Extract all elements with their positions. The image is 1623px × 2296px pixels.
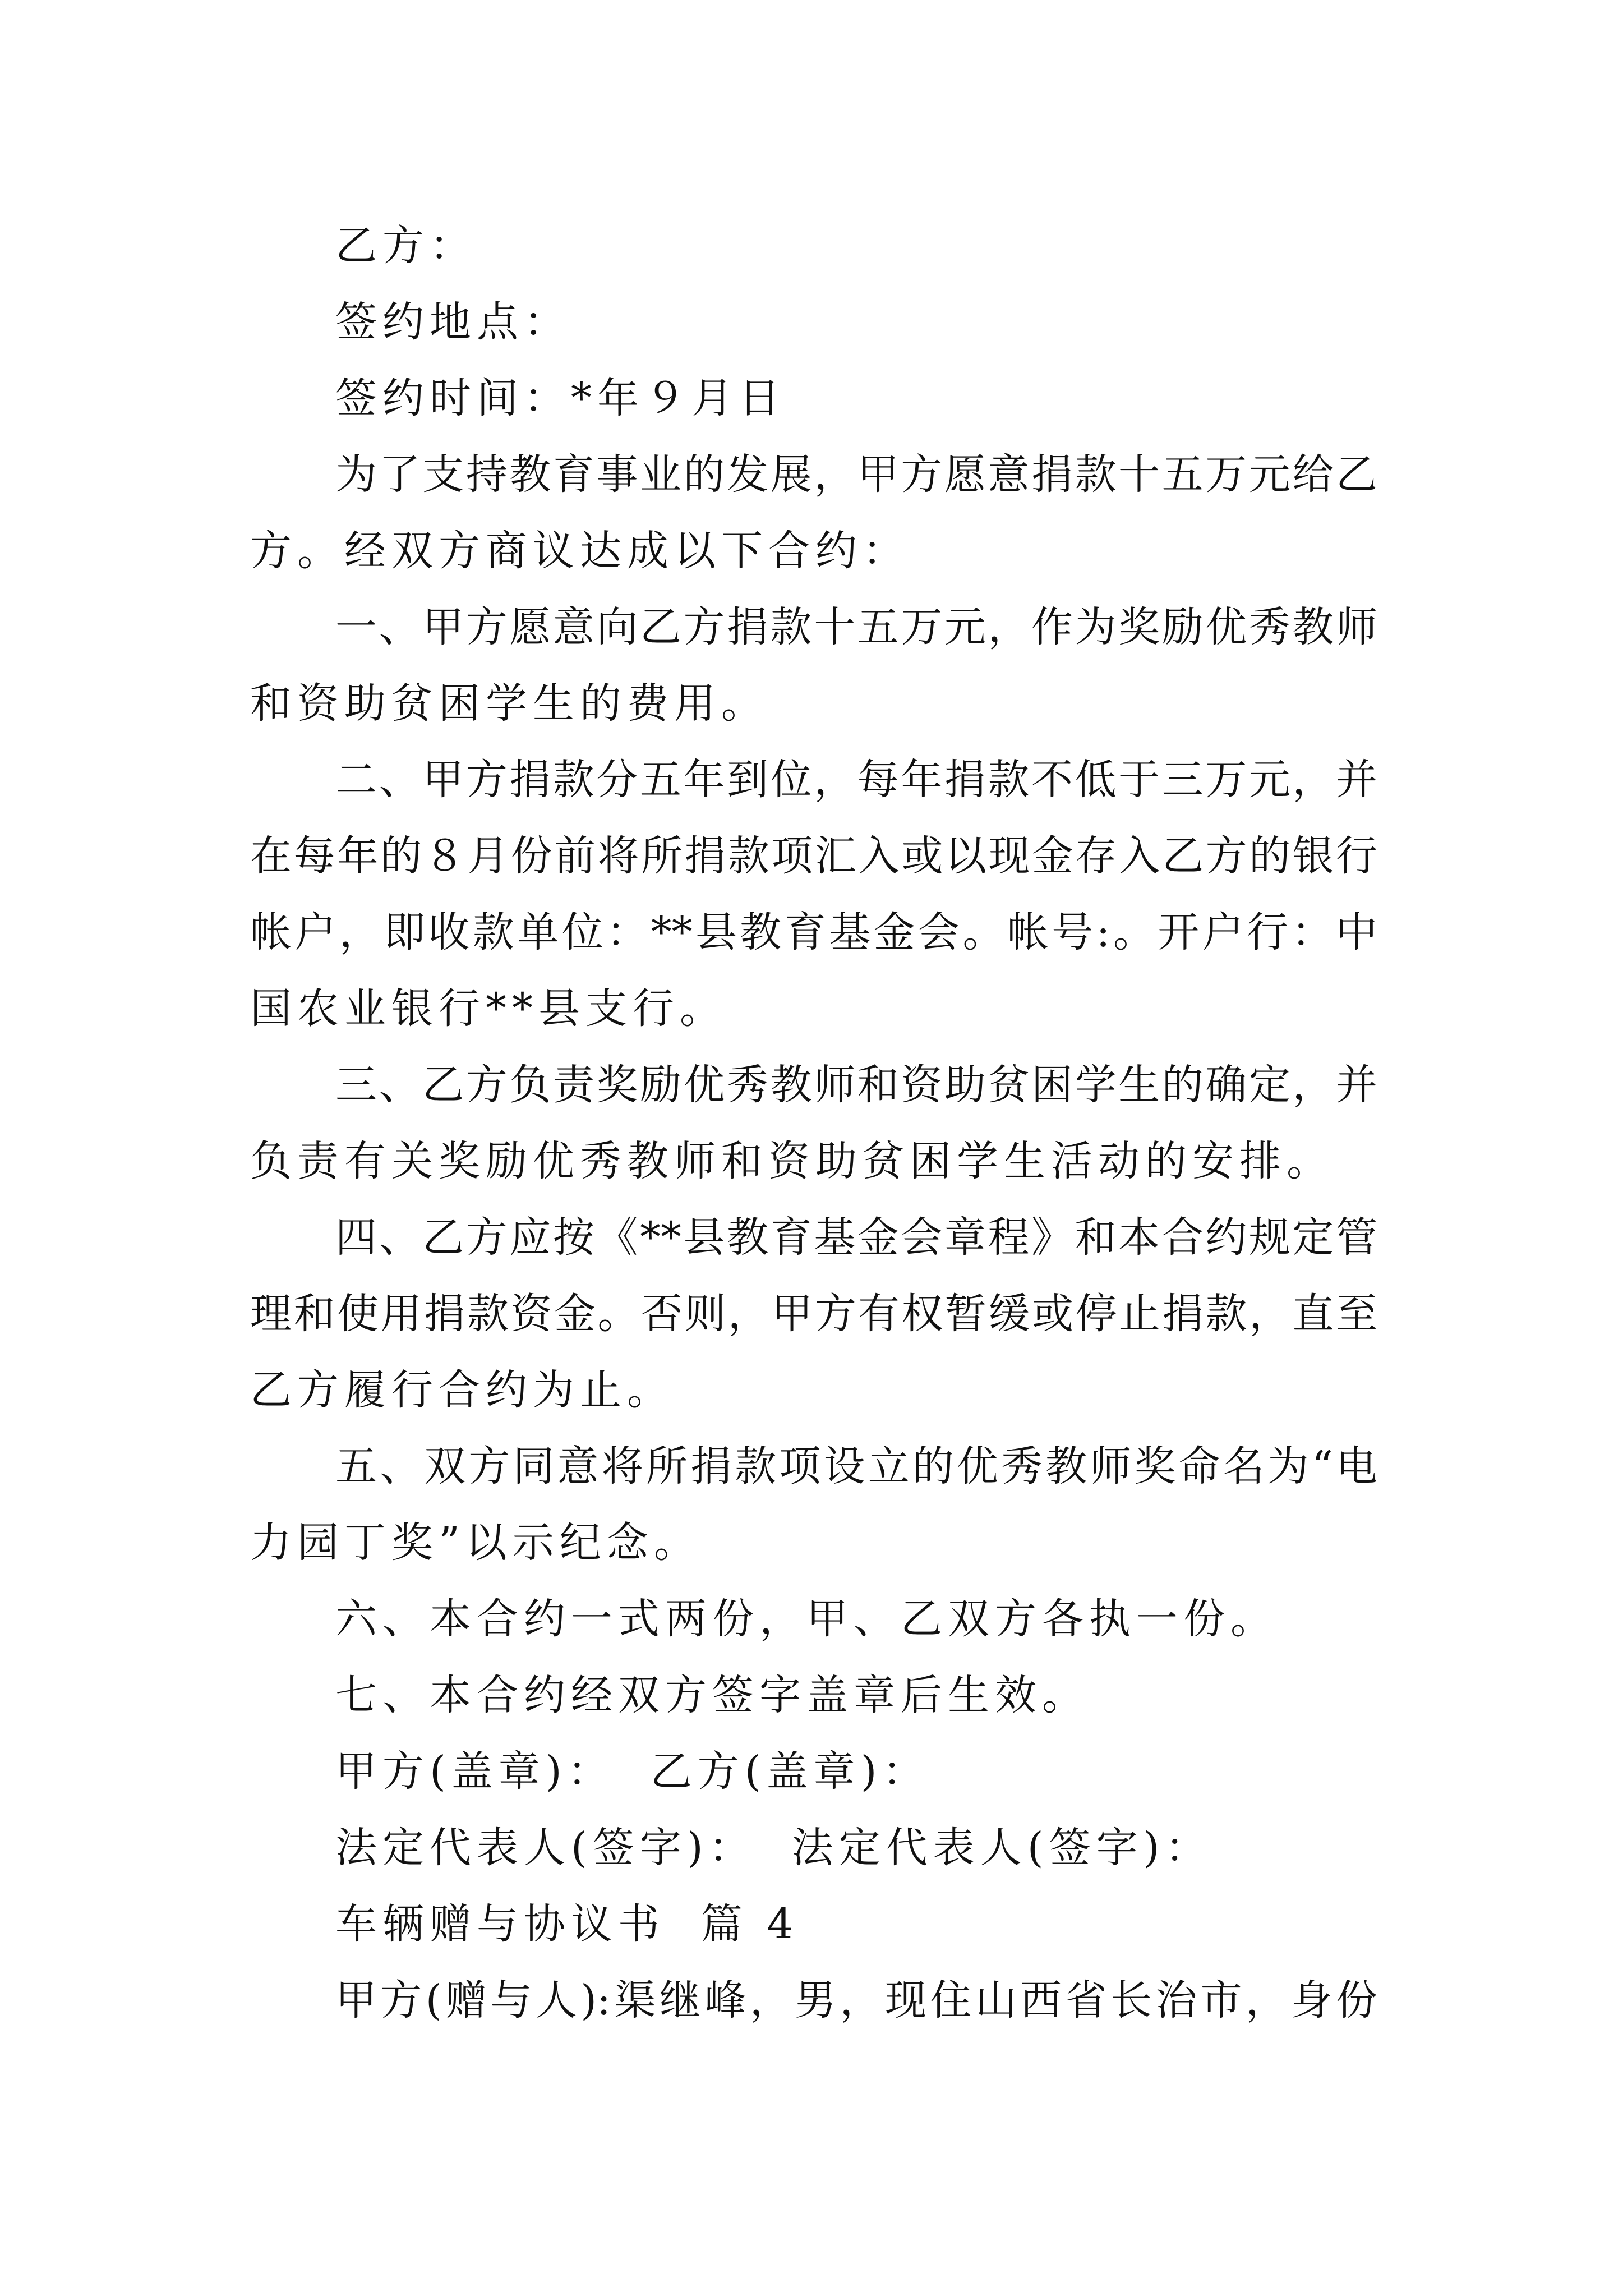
- seal-line: [250, 1733, 1377, 1810]
- clause-1-line-2: 和资助贫困学生的费用。: [250, 679, 768, 728]
- party-b-representative: 法定代表人(签字)：: [791, 1824, 1212, 1872]
- clause-2-line-3: 帐户，即收款单位：**县教育基金会。帐号:。开户行：中: [250, 908, 1377, 956]
- clause-4-line-3: 乙方履行合约为止。: [250, 1366, 674, 1414]
- section-title: [250, 1886, 1377, 1962]
- clause-7-line: 七、本合约经双方签字盖章后生效。: [335, 1671, 1089, 1719]
- section-title-suffix: 篇 4: [701, 1900, 799, 1948]
- representative-line: [250, 1810, 1377, 1886]
- party-b-line: 乙方：: [335, 222, 477, 270]
- donor-line: 甲方(赠与人):渠继峰，男，现住山西省长治市，身份: [335, 1976, 1377, 2024]
- intro-line-2: 方。经双方商议达成以下合约：: [250, 527, 910, 575]
- intro-line-1: 为了支持教育事业的发展，甲方愿意捐款十五万元给乙: [335, 450, 1377, 499]
- document-body: [250, 208, 1377, 2039]
- signing-time-line: 签约时间：*年９月日: [335, 374, 786, 422]
- signing-place-line: 签约地点：: [335, 298, 571, 346]
- clause-4-line-2: 理和使用捐款资金。否则，甲方有权暂缓或停止捐款，直至: [250, 1290, 1377, 1338]
- clause-2-line-2: 在每年的８月份前将所捐款项汇入或以现金存入乙方的银行: [250, 832, 1377, 880]
- clause-3-line-2: 负责有关奖励优秀教师和资助贫困学生活动的安排。: [250, 1137, 1334, 1185]
- clause-6-line: 六、本合约一式两份，甲、乙双方各执一份。: [335, 1595, 1278, 1643]
- party-b-seal: 乙方(盖章)：: [650, 1747, 930, 1796]
- clause-5-line-2: 力园丁奖”以示纪念。: [250, 1519, 701, 1567]
- clause-4-line-1: 四、乙方应按《**县教育基金会章程》和本合约规定管: [335, 1213, 1377, 1262]
- clause-2-line-4: 国农业银行**县支行。: [250, 984, 727, 1033]
- clause-5-line-1: 五、双方同意将所捐款项设立的优秀教师奖命名为“电: [335, 1442, 1377, 1490]
- clause-2-line-1: 二、甲方捐款分五年到位，每年捐款不低于三万元，并: [335, 756, 1377, 804]
- section-title-text: 车辆赠与协议书: [335, 1900, 665, 1948]
- clause-1-line-1: 一、甲方愿意向乙方捐款十五万元，作为奖励优秀教师: [335, 603, 1377, 651]
- party-a-seal: 甲方(盖章)：: [335, 1747, 615, 1796]
- clause-3-line-1: 三、乙方负责奖励优秀教师和资助贫困学生的确定，并: [335, 1061, 1377, 1109]
- party-a-representative: 法定代表人(签字)：: [335, 1824, 756, 1872]
